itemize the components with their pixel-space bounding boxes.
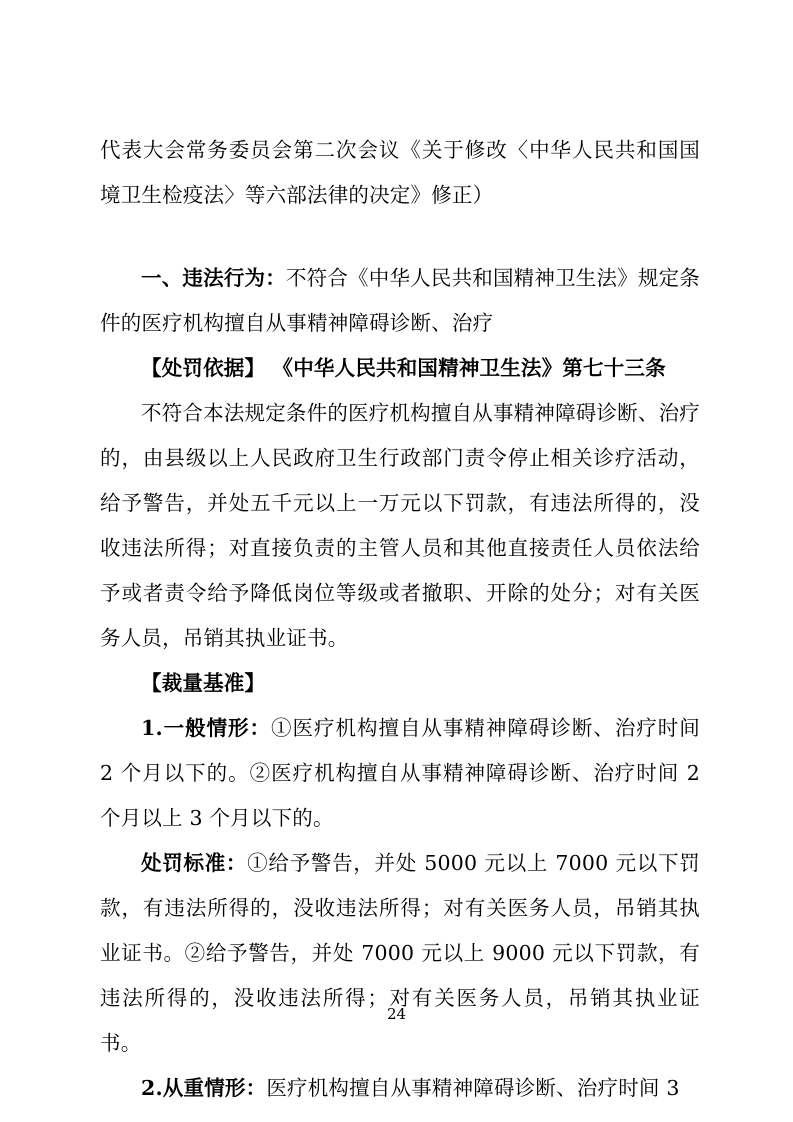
paragraph-legal-text (100, 391, 700, 661)
severe-case-text: 医疗机构擅自从事精神障碍诊断、治疗时间 3 (266, 1076, 680, 1100)
discretion-title-text: 【裁量基准】 (141, 671, 266, 695)
paragraph-heading-continuation (100, 128, 700, 218)
general-case-text: ①医疗机构擅自从事精神障碍诊断、治疗时间 2 个月以下的。②医疗机构擅自从事精神障碍诊断、治疗时间 2 个月以上 3 个月以下的。 (100, 716, 700, 830)
paragraph-text: 代表大会常务委员会第二次会议《关于修改〈中华人民共和国国境卫生检疫法〉等六部法律的决定》修正） (100, 138, 700, 207)
violation-text: 不符合《中华人民共和国精神卫生法》规定条件的医疗机构擅自从事精神障碍诊断、治疗 (100, 266, 701, 335)
penalty-basis-text: 【处罚依据】 《中华人民共和国精神卫生法》第七十三条 (141, 356, 666, 380)
paragraph-penalty-standard (100, 841, 700, 1066)
legal-text: 不符合本法规定条件的医疗机构擅自从事精神障碍诊断、治疗的，由县级以上人民政府卫生行政部门责令停止相关诊疗活动，给予警告，并处五千元以上一万元以下罚款，有违法所得的，没收违法所得；对直接负责的主管人员和其他直接责任人员依法给予或者责令给予降低岗位等级或者撤职、开除的处分；对有关医务人员，吊销其执业证书。 (100, 401, 700, 650)
penalty-standard-label: 处罚标准： (141, 851, 248, 875)
paragraph-severe-case (100, 1066, 700, 1111)
penalty-standard-text: ①给予警告，并处 5000 元以上 7000 元以下罚款，有违法所得的，没收违法所得；对有关医务人员，吊销其执业证书。②给予警告，并处 7000 元以上 9000 元以下罚款，有违法所得的，没收违法所得；对有关医务人员，吊销其执业证书。 (100, 851, 701, 1055)
paragraph-violation (100, 256, 700, 346)
paragraph-discretion-title (100, 661, 700, 706)
general-case-label: 1.一般情形： (141, 716, 272, 740)
document-body (100, 128, 700, 1111)
paragraph-penalty-basis (100, 346, 700, 391)
violation-label: 一、违法行为： (141, 266, 286, 290)
severe-case-label: 2.从重情形： (141, 1076, 267, 1100)
paragraph-general-case (100, 706, 700, 841)
page-number: 24 (386, 1005, 407, 1023)
